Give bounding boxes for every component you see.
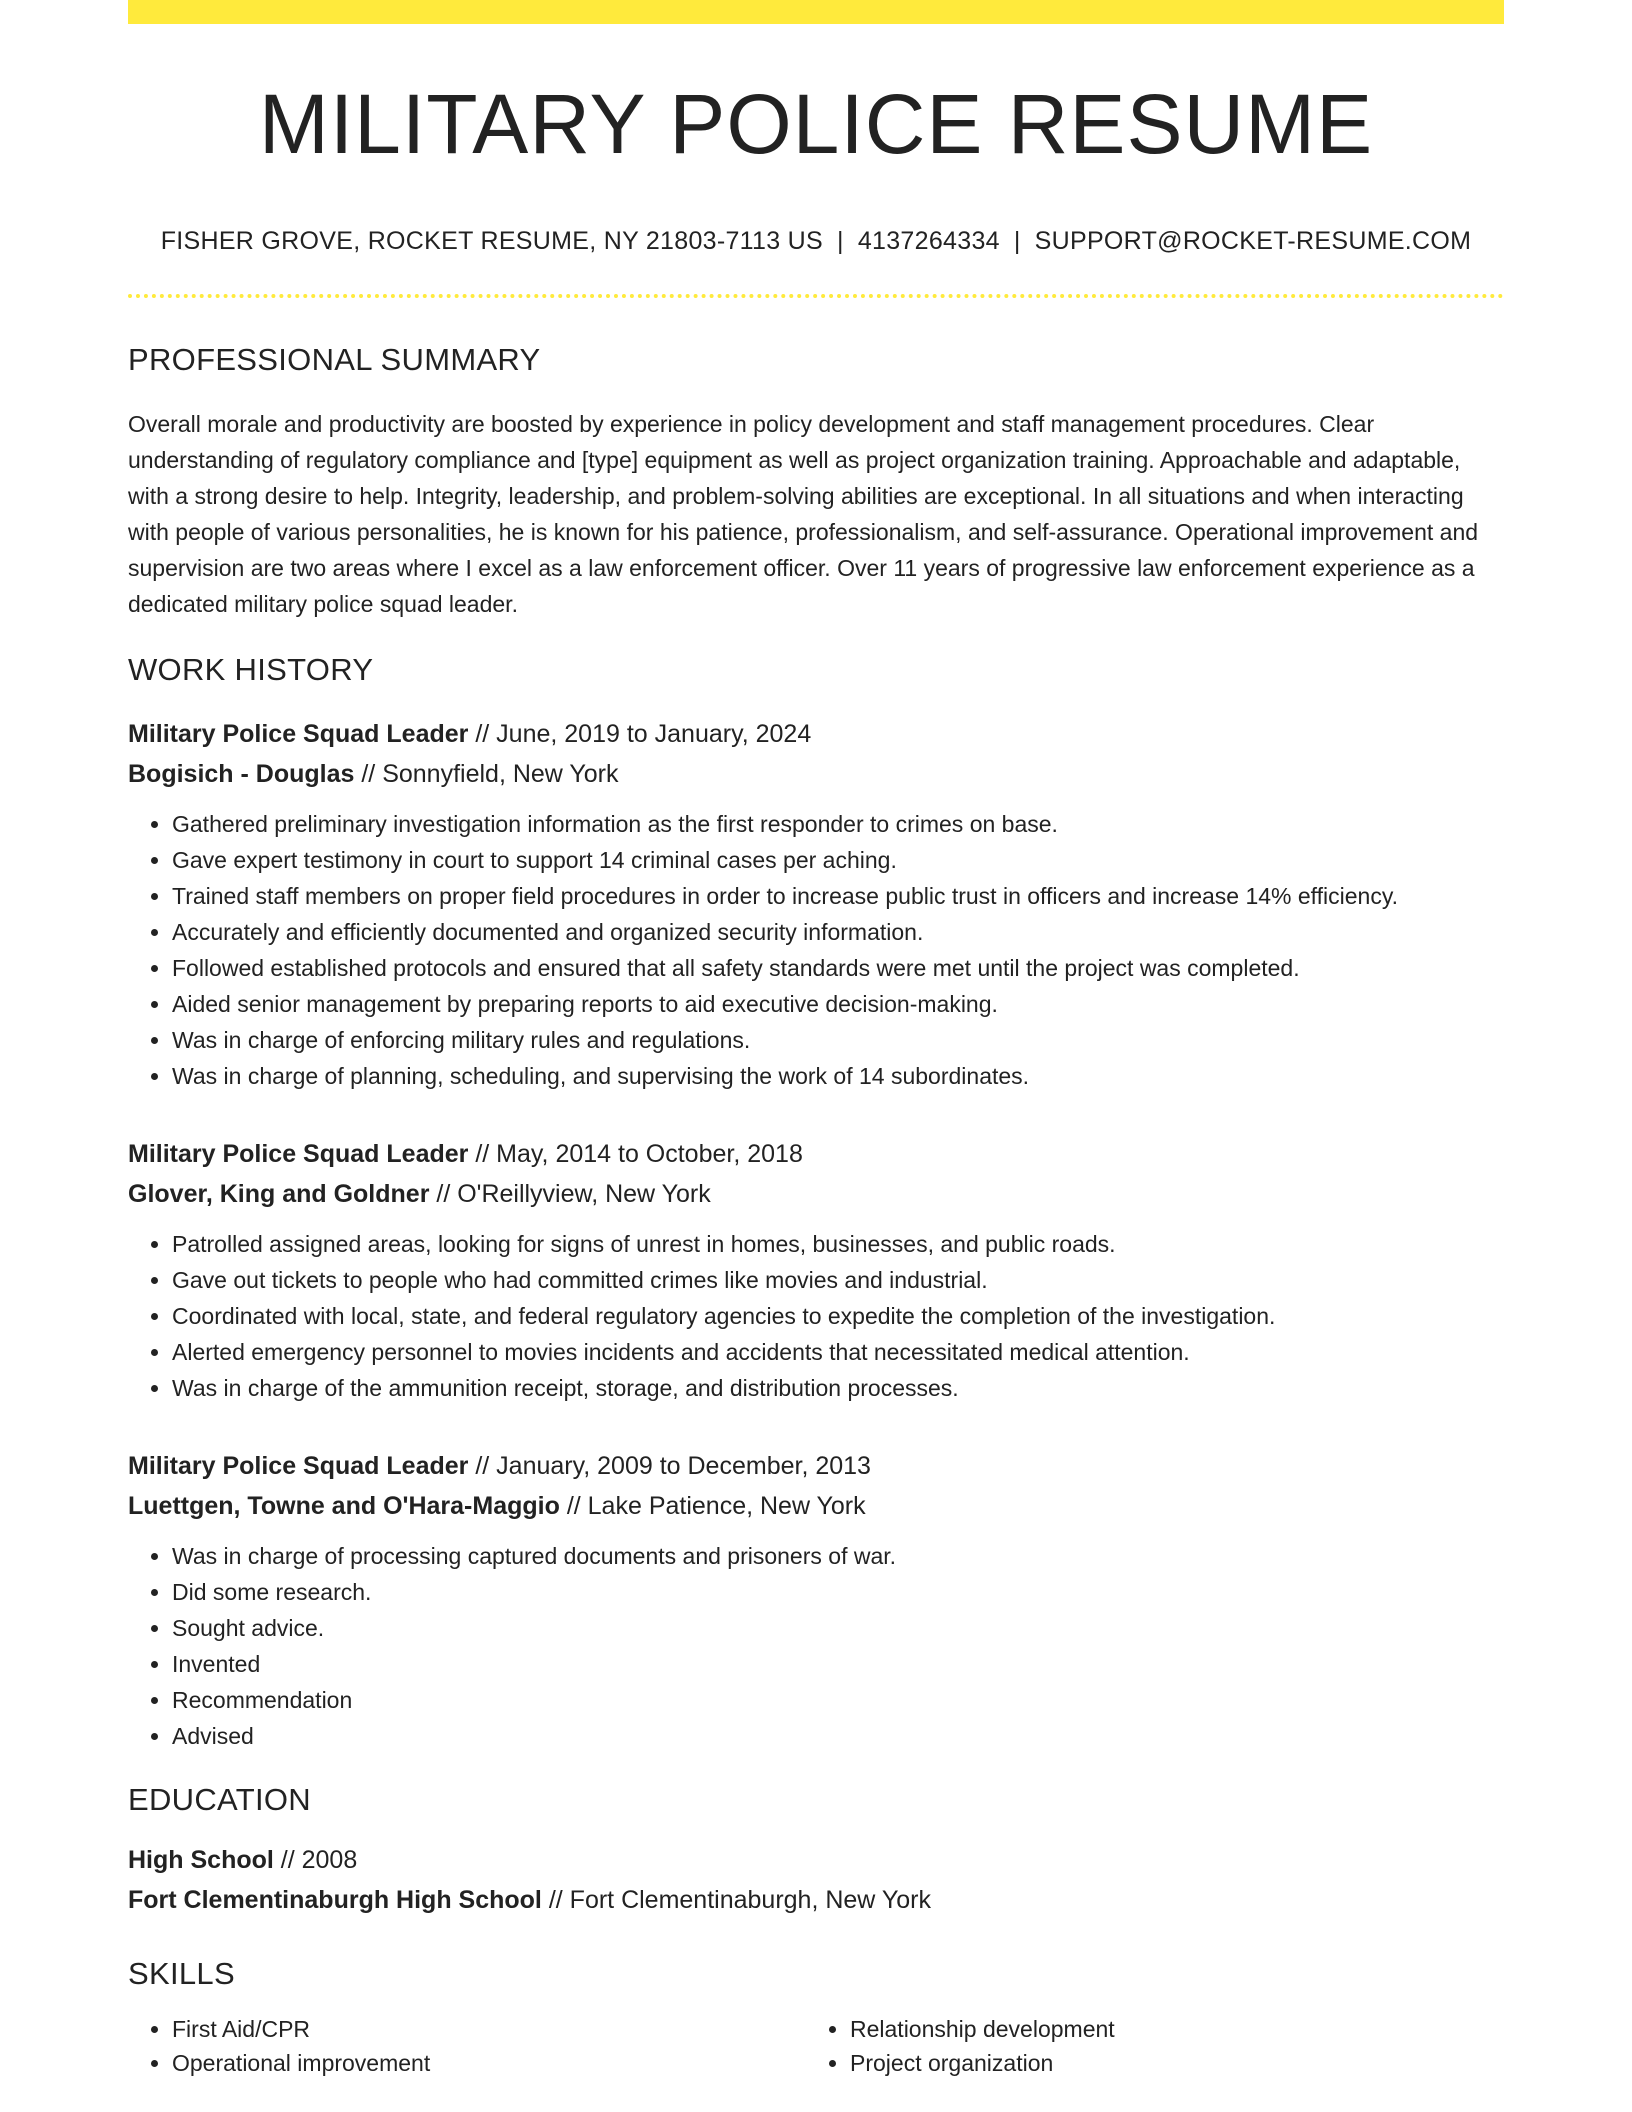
job-bullet: • Was in charge of the ammunition receipt, storage, and distribution processes. — [172, 1370, 1504, 1406]
job-location: // Sonnyfield, New York — [354, 760, 619, 789]
summary-text: Overall morale and productivity are boosted by experience in policy development and staff management procedures. Clear understanding of regulatory compliance and [type] equipment as well as project organization training. Approachable and adaptable, with a strong desire to help. Integrity, leadership, and problem-solving abilities are exceptional. In all situations and when interacting with people of various personalities, he is known for his patience, professionalism, and self-assurance. Operational improvement and supervision are two areas where I excel as a law enforcement officer. Over 11 years of progressive law enforcement experience as a dedicated military police squad leader. — [128, 411, 1479, 618]
job-bullet: • Was in charge of enforcing military rules and regulations. — [172, 1022, 1504, 1058]
contact-address: FISHER GROVE, ROCKET RESUME, NY 21803-7113 US — [160, 227, 824, 256]
education-year: // 2008 — [273, 1846, 358, 1875]
skill-item: • Project organization — [850, 2046, 1484, 2080]
job-title-line — [128, 1446, 1504, 1486]
job-title: Military Police Squad Leader — [128, 1452, 469, 1481]
header-divider — [128, 294, 1504, 298]
job-entry — [128, 1446, 1504, 1754]
job-bullet: • Gathered preliminary investigation information as the first responder to crimes on base. — [172, 806, 1504, 842]
resume-title: MILITARY POLICE RESUME — [258, 77, 1374, 171]
job-company: Luettgen, Towne and O'Hara-Maggio — [128, 1492, 560, 1521]
section-heading-skills: SKILLS — [128, 1956, 235, 1992]
job-bullet: • Did some research. — [172, 1574, 1504, 1610]
job-bullet: • Accurately and efficiently documented and organized security information. — [172, 914, 1504, 950]
job-location: // O'Reillyview, New York — [429, 1180, 711, 1209]
skills-list-right — [806, 2012, 1484, 2080]
education-entry — [128, 1840, 1504, 1920]
job-bullet: • Advised — [172, 1718, 1504, 1754]
contact-separator: | — [1013, 227, 1021, 256]
job-company-line — [128, 754, 1504, 794]
section-heading-education: EDUCATION — [128, 1782, 311, 1818]
contact-phone: 4137264334 — [857, 227, 1000, 256]
job-dates: // January, 2009 to December, 2013 — [468, 1452, 871, 1481]
education-school-line — [128, 1880, 1504, 1920]
resume-page — [128, 0, 1504, 2080]
skill-item: • Relationship development — [850, 2012, 1484, 2046]
job-bullet: • Patrolled assigned areas, looking for signs of unrest in homes, businesses, and public roads. — [172, 1226, 1504, 1262]
job-bullet: • Trained staff members on proper field procedures in order to increase public trust in officers and increase 14% efficiency. — [172, 878, 1504, 914]
job-bullet: • Was in charge of processing captured documents and prisoners of war. — [172, 1538, 1504, 1574]
job-company-line — [128, 1486, 1504, 1526]
education-degree-line — [128, 1840, 1504, 1880]
job-dates: // June, 2019 to January, 2024 — [468, 720, 812, 749]
job-bullet: • Coordinated with local, state, and federal regulatory agencies to expedite the completion of the investigation. — [172, 1298, 1504, 1334]
job-bullet: • Gave out tickets to people who had committed crimes like movies and industrial. — [172, 1262, 1504, 1298]
job-bullet: • Aided senior management by preparing reports to aid executive decision-making. — [172, 986, 1504, 1022]
job-bullet: • Was in charge of planning, scheduling, and supervising the work of 14 subordinates. — [172, 1058, 1504, 1094]
job-title: Military Police Squad Leader — [128, 1140, 469, 1169]
job-bullet: • Sought advice. — [172, 1610, 1504, 1646]
job-title-line — [128, 1134, 1504, 1174]
section-heading-work-history: WORK HISTORY — [128, 652, 374, 688]
job-company-line — [128, 1174, 1504, 1214]
job-bullet: • Invented — [172, 1646, 1504, 1682]
skills-columns — [128, 2012, 1504, 2080]
job-location: // Lake Patience, New York — [559, 1492, 866, 1521]
job-entry — [128, 714, 1504, 1094]
job-entry — [128, 1134, 1504, 1406]
job-bullet: • Followed established protocols and ensured that all safety standards were met until the project was completed. — [172, 950, 1504, 986]
job-title: Military Police Squad Leader — [128, 720, 469, 749]
job-bullet: • Recommendation — [172, 1682, 1504, 1718]
contact-email: SUPPORT@ROCKET-RESUME.COM — [1034, 227, 1472, 256]
job-bullet: • Alerted emergency personnel to movies incidents and accidents that necessitated medical attention. — [172, 1334, 1504, 1370]
contact-separator: | — [837, 227, 844, 256]
job-company: Bogisich - Douglas — [128, 760, 355, 789]
education-degree: High School — [128, 1846, 274, 1875]
skills-list-left — [128, 2012, 806, 2080]
job-bullet: • Gave expert testimony in court to support 14 criminal cases per aching. — [172, 842, 1504, 878]
top-accent-bar — [128, 0, 1504, 24]
job-bullets — [128, 1538, 1504, 1754]
job-bullets — [128, 1226, 1504, 1406]
section-heading-summary: PROFESSIONAL SUMMARY — [128, 342, 541, 378]
education-school: Fort Clementinaburgh High School — [128, 1886, 542, 1915]
job-company: Glover, King and Goldner — [128, 1180, 430, 1209]
job-bullets — [128, 806, 1504, 1094]
skill-item: • Operational improvement — [172, 2046, 806, 2080]
job-title-line — [128, 714, 1504, 754]
education-location: // Fort Clementinaburgh, New York — [541, 1886, 931, 1915]
contact-line — [128, 226, 1504, 256]
skill-item: • First Aid/CPR — [172, 2012, 806, 2046]
job-dates: // May, 2014 to October, 2018 — [468, 1140, 803, 1169]
